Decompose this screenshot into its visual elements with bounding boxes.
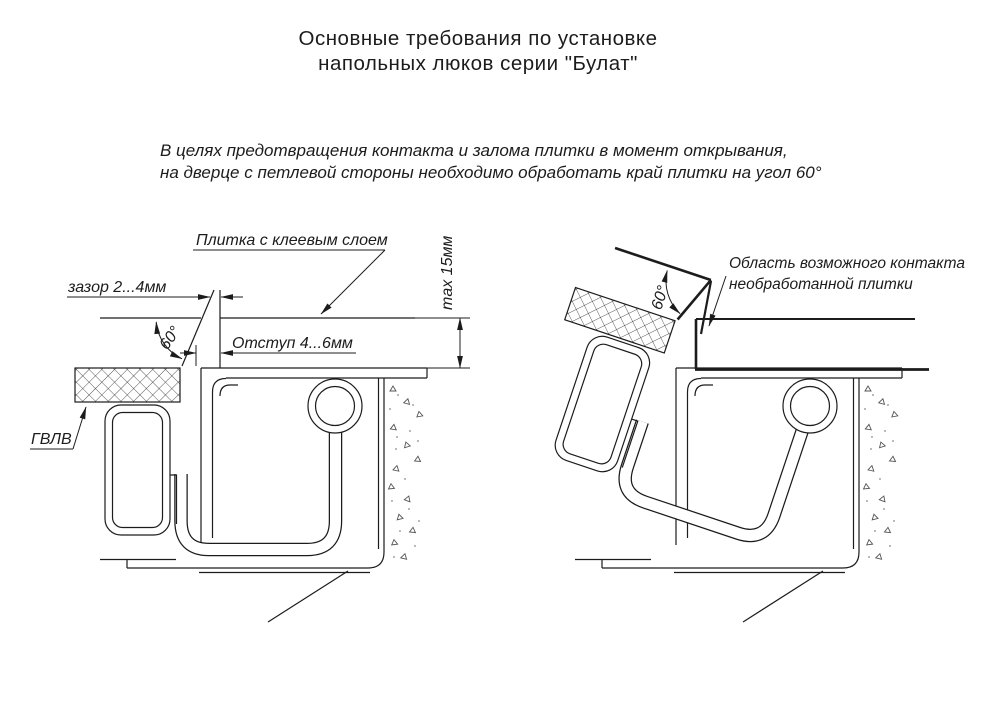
- gap-dim-label: зазор 2...4мм: [68, 279, 167, 296]
- gvl-label-leader: [73, 407, 86, 449]
- drawing-title-line1: Основные требования по установке: [298, 27, 658, 50]
- door-tile-bevel-thick: [678, 274, 711, 326]
- tile-label: Плитка с клеевым слоем: [196, 232, 388, 249]
- max-height-label: max 15мм: [439, 235, 456, 310]
- note-line1: В целях предотвращения контакта и залома плитки в момент открывания,: [160, 141, 788, 160]
- gvl-label: ГВЛВ: [31, 431, 72, 448]
- contact-label-line2: необработанной плитки: [729, 276, 913, 293]
- door-tile-bevel-edge: [182, 290, 214, 366]
- drawing-title-line2: напольных люков серии "Булат": [318, 52, 638, 75]
- offset-dim-label: Отступ 4...6мм: [232, 335, 353, 352]
- right-section-view: [518, 240, 965, 622]
- door-tile-surface-thick: [615, 248, 711, 280]
- note-line2: на дверце с петлевой стороны необходимо обработать край плитки на угол 60°: [160, 163, 822, 182]
- hinge-pin-inner: [316, 387, 355, 426]
- tile-label-leader: [321, 250, 385, 314]
- left-door-closed: [75, 368, 336, 550]
- bevel-angle-label: 60°: [648, 283, 673, 312]
- bevel-angle-label: 60°: [156, 323, 185, 354]
- left-section-view: [30, 232, 470, 622]
- contact-label-line1: Область возможного контакта: [729, 255, 965, 272]
- hinge-pin-inner: [791, 387, 830, 426]
